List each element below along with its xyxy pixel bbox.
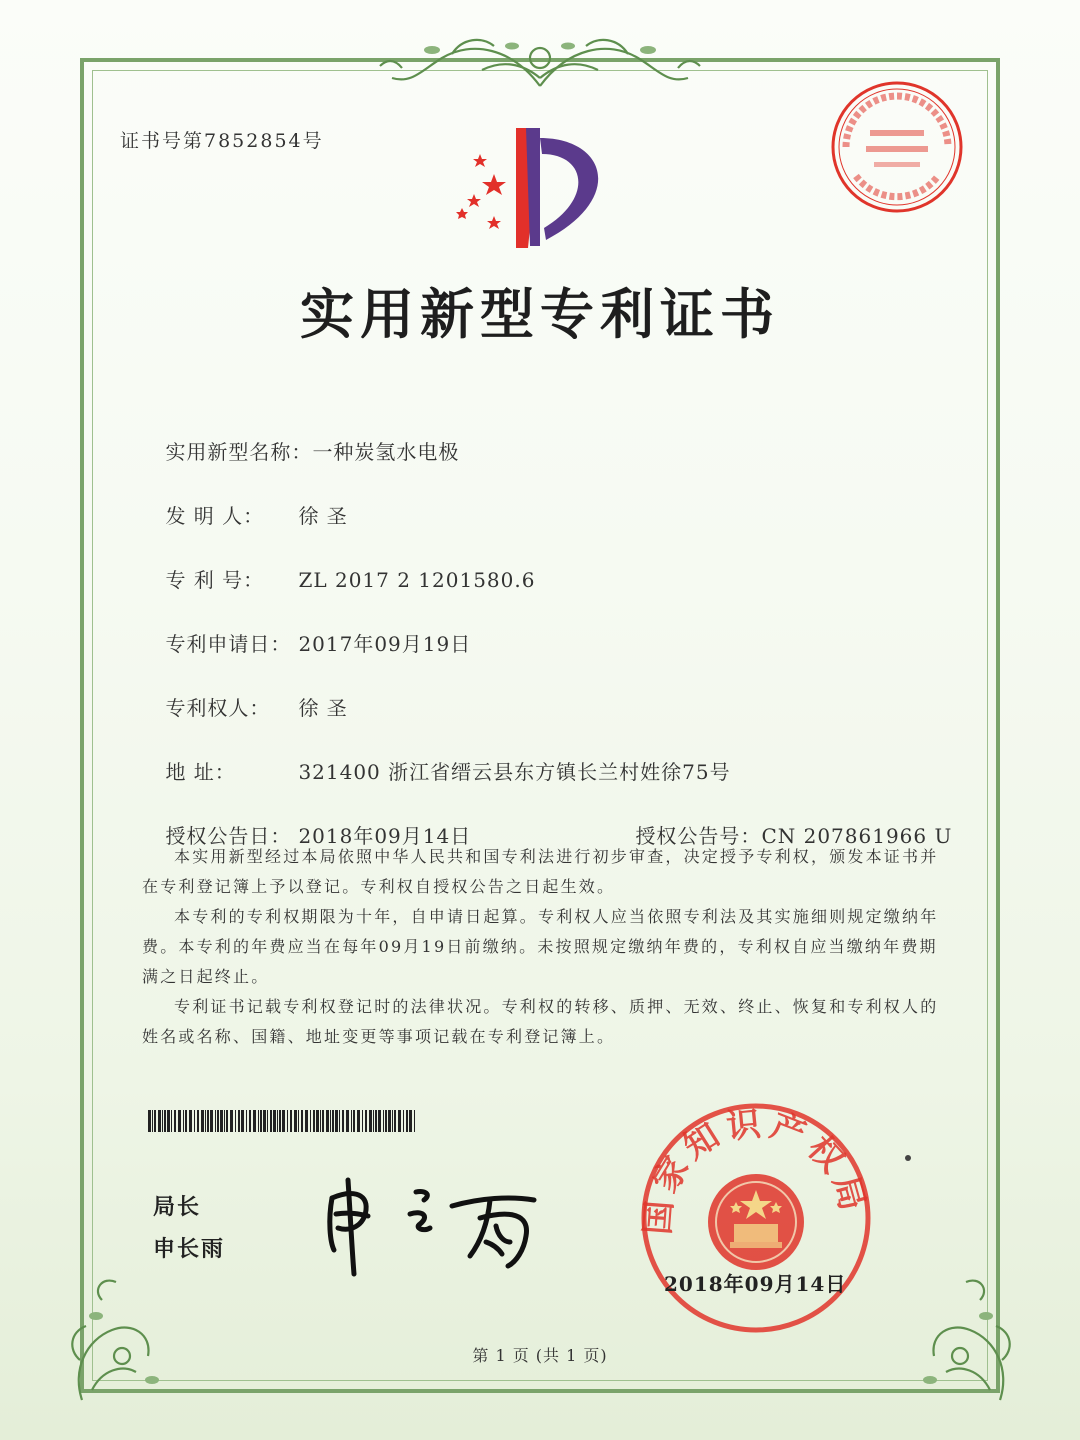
certificate-number: 证书号第7852854号 xyxy=(120,130,324,152)
field-value: CN 207861966 U xyxy=(761,824,953,848)
field-value: 321400 浙江省缙云县东方镇长兰村姓徐75号 xyxy=(298,760,731,784)
seal-date: 2018年09月14日 xyxy=(664,1272,847,1296)
seal-arc-text: 国家知识产权局 xyxy=(637,1103,875,1237)
field-label: 授权公告日： xyxy=(165,824,292,848)
page-number: 第 1 页 (共 1 页) xyxy=(472,1346,608,1365)
field-label: 地 址： xyxy=(165,760,236,784)
field-value: 徐 圣 xyxy=(298,696,348,720)
director-signature xyxy=(320,1170,560,1280)
director-name: 申长雨 xyxy=(153,1237,226,1262)
body-paragraph-3: 专利证书记载专利权登记时的法律状况。专利权的转移、质押、无效、终止、恢复和专利权人的姓名或名称、国籍、地址变更等事项记载在专利登记簿上。 xyxy=(142,997,939,1046)
field-value: ZL 2017 2 1201580.6 xyxy=(298,568,536,592)
certificate-title: 实用新型专利证书 xyxy=(300,282,780,346)
body-paragraph-2: 本专利的专利权期限为十年，自申请日起算。专利权人应当依照专利法及其实施细则规定缴纳年费。本专利的年费应当在每年09月19日前缴纳。未按照规定缴纳年费的，专利权自应当缴纳年费期满之日起终止。 xyxy=(142,907,939,986)
national-ipa-seal xyxy=(636,1098,876,1338)
body-paragraph-1: 本实用新型经过本局依照中华人民共和国专利法进行初步审查，决定授予专利权，颁发本证书并在专利登记簿上予以登记。专利权自授权公告之日起生效。 xyxy=(142,847,939,896)
bottom-right-ornament xyxy=(900,1260,1020,1410)
field-value: 一种炭氢水电极 xyxy=(312,440,460,464)
top-ornament xyxy=(372,28,708,98)
field-label: 专利申请日： xyxy=(165,632,292,656)
field-value: 徐 圣 xyxy=(298,504,348,528)
tax-stamp-seal xyxy=(826,76,968,218)
field-value: 2018年09月14日 xyxy=(298,824,472,848)
field-label: 发 明 人： xyxy=(165,504,265,528)
field-value: 2017年09月19日 xyxy=(298,632,472,656)
ink-dot xyxy=(905,1155,911,1161)
body-text xyxy=(142,842,942,1052)
director-title: 局长 xyxy=(153,1195,202,1220)
field-label: 实用新型名称： xyxy=(165,440,313,464)
field-label: 专 利 号： xyxy=(165,568,265,592)
bottom-left-ornament xyxy=(62,1260,182,1410)
patent-office-logo xyxy=(456,128,616,258)
barcode xyxy=(148,1110,418,1132)
field-label: 授权公告号： xyxy=(635,824,762,848)
field-label: 专利权人： xyxy=(165,696,271,720)
